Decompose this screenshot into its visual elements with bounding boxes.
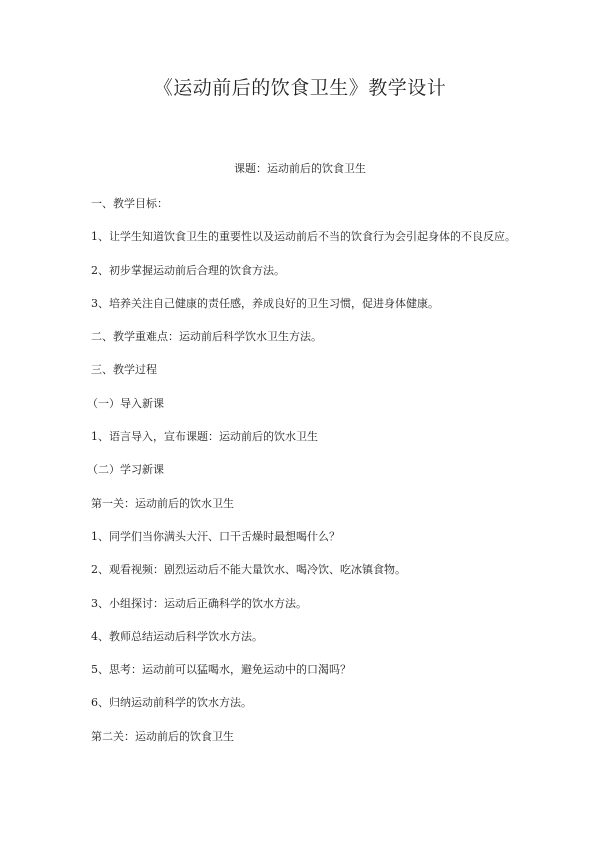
document-title: 《运动前后的饮食卫生》教学设计 [153,77,447,99]
objective-item: 2、初步掌握运动前后合理的饮食方法。 [91,263,285,277]
section-heading-key-points: 二、教学重难点：运动前后科学饮水卫生方法。 [91,330,322,344]
process-item: 3、小组探讨：运动后正确科学的饮水方法。 [91,596,307,610]
process-item: 2、观看视频：剧烈运动后不能大量饮水、喝冷饮、吃冰镇食物。 [91,563,406,577]
objective-item: 3、培养关注自己健康的责任感，养成良好的卫生习惯，促进身体健康。 [91,296,439,310]
subsection-heading-intro: （一）导入新课 [87,396,164,410]
lesson-subject: 课题：运动前后的饮食卫生 [234,162,366,175]
process-item: 1、语言导入，宣布课题：运动前后的饮水卫生 [91,430,318,444]
document-body [87,196,561,762]
objective-item: 1、让学生知道饮食卫生的重要性以及运动前后不当的饮食行为会引起身体的不良反应。 [91,230,516,244]
section-heading-objectives: 一、教学目标： [91,197,168,210]
stage-heading-water: 第一关：运动前后的饮水卫生 [91,496,234,510]
process-item: 6、归纳运动前科学的饮水方法。 [91,696,252,710]
stage-heading-food: 第二关：运动前后的饮食卫生 [91,729,234,743]
process-item: 4、教师总结运动后科学饮水方法。 [91,629,263,643]
process-item: 5、思考：运动前可以猛喝水，避免运动中的口渴吗？ [91,663,351,677]
subsection-heading-new-lesson: （二）学习新课 [87,463,164,477]
section-heading-process: 三、教学过程 [91,363,157,377]
process-item: 1、同学们当你满头大汗、口干舌燥时最想喝什么？ [91,529,340,543]
